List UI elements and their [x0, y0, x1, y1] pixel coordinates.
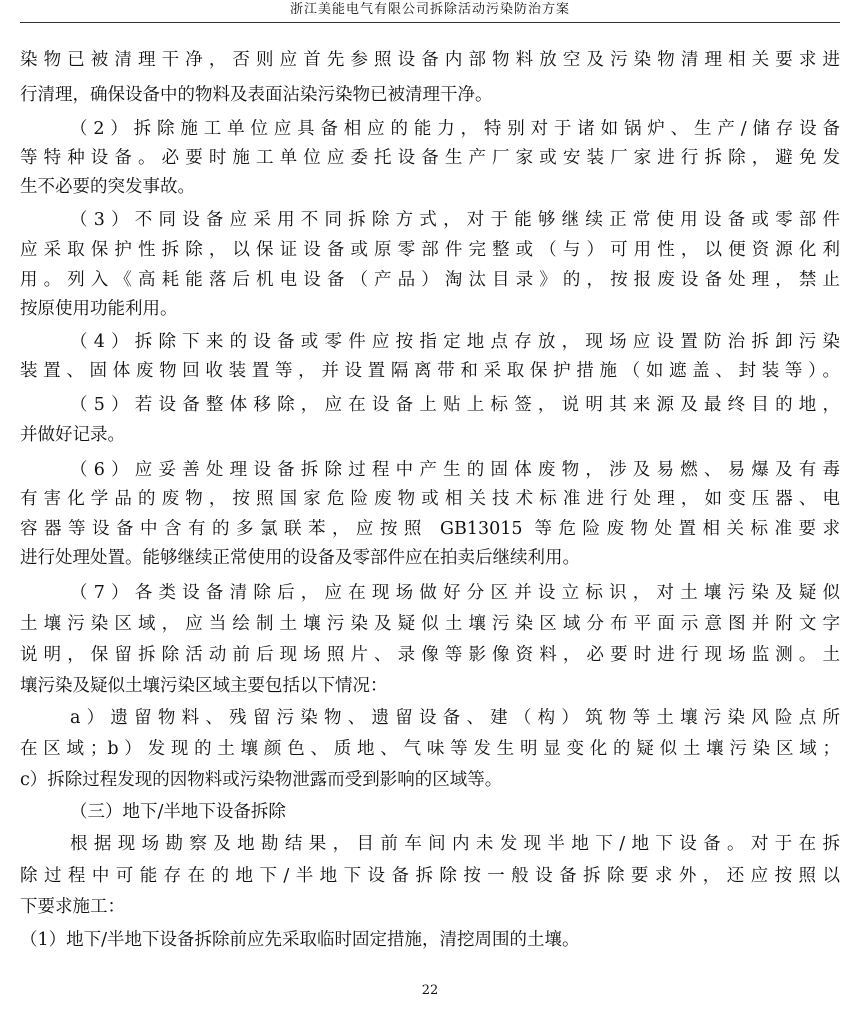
text-line: 在区域；b）发现的土壤颜色、质地、气味等发生明显变化的疑似土壤污染区域； — [20, 739, 840, 759]
text-line: 按原使用功能利用。 — [20, 299, 178, 319]
text-line: （1）地下/半地下设备拆除前应先采取临时固定措施，清挖周围的土壤。 — [20, 930, 580, 950]
section-heading: （三）地下/半地下设备拆除 — [70, 802, 286, 822]
text-line: 说明，保留拆除活动前后现场照片、录像等影像资料，必要时进行现场监测。土 — [20, 645, 840, 665]
page-number: 22 — [421, 983, 439, 998]
text-line: 并做好记录。 — [20, 425, 125, 445]
text-line: （6）应妥善处理设备拆除过程中产生的固体废物，涉及易燃、易爆及有毒 — [70, 460, 840, 480]
text-line: 行清理，确保设备中的物料及表面沾染污染物已被清理干净。 — [20, 85, 493, 105]
text-line: 根据现场勘察及地勘结果，目前车间内未发现半地下/地下设备。对于在拆 — [70, 834, 840, 854]
text-line: （3）不同设备应采用不同拆除方式，对于能够继续正常使用设备或零部件 — [70, 210, 840, 230]
text-line: c）拆除过程发现的因物料或污染物泄露而受到影响的区域等。 — [20, 770, 503, 790]
text-line: 染物已被清理干净，否则应首先参照设备内部物料放空及污染物清理相关要求进 — [20, 50, 840, 70]
text-line: 等特种设备。必要时施工单位应委托设备生产厂家或安装厂家进行拆除，避免发 — [20, 148, 840, 168]
text-line: （4）拆除下来的设备或零件应按指定地点存放，现场应设置防治拆卸污染 — [70, 332, 840, 352]
text-line: 用。列入《高耗能落后机电设备（产品）淘汰目录》的，按报废设备处理，禁止 — [20, 270, 840, 290]
text-line: 进行处理处置。能够继续正常使用的设备及零部件应在拍卖后继续利用。 — [20, 548, 580, 568]
text-line: 除过程中可能存在的地下/半地下设备拆除按一般设备拆除要求外，还应按照以 — [20, 866, 840, 886]
page-header — [20, 0, 840, 23]
text-line: 生不必要的突发事故。 — [20, 177, 195, 197]
text-line: a）遗留物料、残留污染物、遗留设备、建（构）筑物等土壤污染风险点所 — [70, 708, 840, 728]
text-line: 土壤污染区域，应当绘制土壤污染及疑似土壤污染区域分布平面示意图并附文字 — [20, 614, 840, 634]
text-line: （2）拆除施工单位应具备相应的能力，特别对于诸如锅炉、生产/储存设备 — [70, 119, 840, 139]
text-line: 下要求施工： — [20, 897, 125, 917]
text-line: （5）若设备整体移除，应在设备上贴上标签，说明其来源及最终目的地， — [70, 395, 840, 415]
header-title: 浙江美能电气有限公司拆除活动污染防治方案 — [289, 2, 570, 17]
text-line: 应采取保护性拆除，以保证设备或原零部件完整或（与）可用性，以便资源化利 — [20, 240, 840, 260]
text-line: 有害化学品的废物，按照国家危险废物或相关技术标准进行处理，如变压器、电 — [20, 489, 840, 509]
text-line: 装置、固体废物回收装置等，并设置隔离带和采取保护措施（如遮盖、封装等）。 — [20, 361, 840, 381]
page-footer — [0, 983, 860, 998]
text-line: （7）各类设备清除后，应在现场做好分区并设立标识，对土壤污染及疑似 — [70, 583, 840, 603]
text-line: 壤污染及疑似土壤污染区域主要包括以下情况： — [20, 676, 388, 696]
text-line: 容器等设备中含有的多氯联苯，应按照 GB13015 等危险废物处置相关标准要求 — [20, 519, 840, 539]
